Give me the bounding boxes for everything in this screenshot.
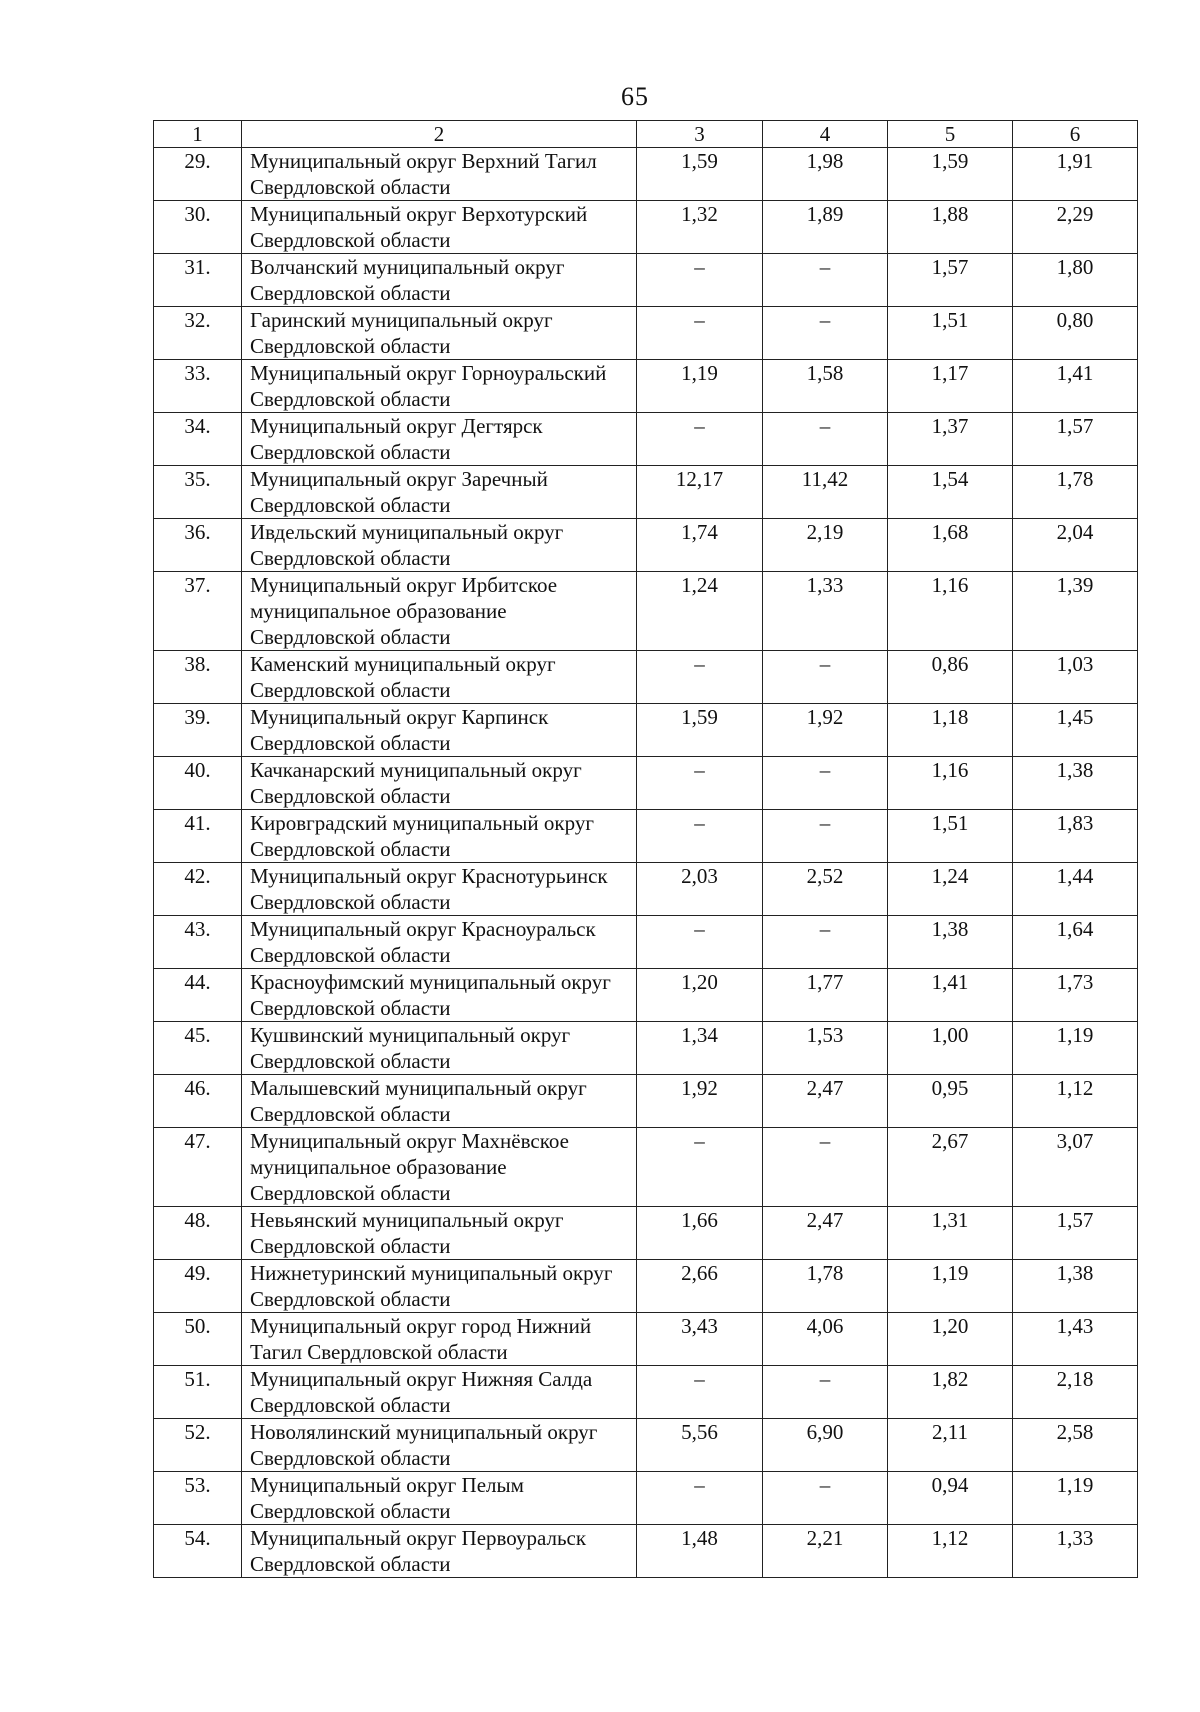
municipality-name: Муниципальный округ Горноуральский Свердловской области [242, 360, 637, 413]
value-col-3: 3,43 [637, 1313, 763, 1366]
value-col-6: 1,83 [1013, 810, 1138, 863]
municipality-name: Муниципальный округ Дегтярск Свердловской области [242, 413, 637, 466]
municipality-name: Муниципальный округ Пелым Свердловской области [242, 1472, 637, 1525]
value-col-5: 2,11 [888, 1419, 1013, 1472]
row-number: 34. [154, 413, 242, 466]
municipality-name: Муниципальный округ Верхний Тагил Свердловской области [242, 148, 637, 201]
table-row [154, 201, 1138, 254]
value-col-4: 1,89 [763, 201, 888, 254]
column-header-1: 1 [154, 121, 242, 148]
municipality-name: Муниципальный округ Заречный Свердловской области [242, 466, 637, 519]
row-number: 47. [154, 1128, 242, 1207]
value-col-4: – [763, 651, 888, 704]
table-row [154, 1022, 1138, 1075]
value-col-6: 1,38 [1013, 757, 1138, 810]
table-row [154, 466, 1138, 519]
value-col-5: 1,54 [888, 466, 1013, 519]
value-col-3: – [637, 916, 763, 969]
row-number: 30. [154, 201, 242, 254]
value-col-3: 2,03 [637, 863, 763, 916]
value-col-5: 1,82 [888, 1366, 1013, 1419]
value-col-5: 1,12 [888, 1525, 1013, 1578]
table-row [154, 572, 1138, 651]
row-number: 39. [154, 704, 242, 757]
row-number: 51. [154, 1366, 242, 1419]
table-row [154, 148, 1138, 201]
value-col-4: – [763, 1472, 888, 1525]
value-col-6: 0,80 [1013, 307, 1138, 360]
value-col-3: – [637, 1366, 763, 1419]
table-header [154, 121, 1138, 148]
row-number: 43. [154, 916, 242, 969]
table-row [154, 307, 1138, 360]
table-row [154, 254, 1138, 307]
municipality-name: Муниципальный округ город Нижний Тагил Свердловской области [242, 1313, 637, 1366]
value-col-3: 1,59 [637, 704, 763, 757]
value-col-6: 1,12 [1013, 1075, 1138, 1128]
row-number: 31. [154, 254, 242, 307]
value-col-5: 1,51 [888, 810, 1013, 863]
value-col-4: – [763, 254, 888, 307]
table-row [154, 1207, 1138, 1260]
municipality-name: Муниципальный округ Первоуральск Свердловской области [242, 1525, 637, 1578]
value-col-6: 2,29 [1013, 201, 1138, 254]
municipality-name: Качканарский муниципальный округ Свердловской области [242, 757, 637, 810]
value-col-3: 1,19 [637, 360, 763, 413]
value-col-4: 2,47 [763, 1207, 888, 1260]
value-col-4: 6,90 [763, 1419, 888, 1472]
value-col-5: 0,95 [888, 1075, 1013, 1128]
municipality-name: Кировградский муниципальный округ Свердловской области [242, 810, 637, 863]
value-col-6: 1,41 [1013, 360, 1138, 413]
row-number: 29. [154, 148, 242, 201]
value-col-6: 1,33 [1013, 1525, 1138, 1578]
value-col-6: 1,64 [1013, 916, 1138, 969]
row-number: 38. [154, 651, 242, 704]
table-row [154, 1128, 1138, 1207]
value-col-5: 1,41 [888, 969, 1013, 1022]
table-row [154, 360, 1138, 413]
value-col-5: 2,67 [888, 1128, 1013, 1207]
table-row [154, 863, 1138, 916]
value-col-6: 3,07 [1013, 1128, 1138, 1207]
column-header-3: 3 [637, 121, 763, 148]
value-col-5: 1,18 [888, 704, 1013, 757]
value-col-4: – [763, 810, 888, 863]
value-col-5: 1,20 [888, 1313, 1013, 1366]
municipality-name: Муниципальный округ Ирбитское муниципальное образование Свердловской области [242, 572, 637, 651]
municipality-name: Нижнетуринский муниципальный округ Свердловской области [242, 1260, 637, 1313]
value-col-5: 1,68 [888, 519, 1013, 572]
value-col-3: 1,34 [637, 1022, 763, 1075]
value-col-6: 1,57 [1013, 413, 1138, 466]
municipality-name: Каменский муниципальный округ Свердловской области [242, 651, 637, 704]
value-col-6: 1,03 [1013, 651, 1138, 704]
municipality-name: Кушвинский муниципальный округ Свердловской области [242, 1022, 637, 1075]
value-col-3: – [637, 651, 763, 704]
value-col-5: 1,19 [888, 1260, 1013, 1313]
row-number: 33. [154, 360, 242, 413]
value-col-3: 12,17 [637, 466, 763, 519]
table-row [154, 1366, 1138, 1419]
value-col-6: 2,18 [1013, 1366, 1138, 1419]
column-header-4: 4 [763, 121, 888, 148]
table-row [154, 1525, 1138, 1578]
value-col-5: 1,31 [888, 1207, 1013, 1260]
value-col-5: 1,00 [888, 1022, 1013, 1075]
municipality-name: Невьянский муниципальный округ Свердловской области [242, 1207, 637, 1260]
value-col-3: – [637, 1472, 763, 1525]
row-number: 49. [154, 1260, 242, 1313]
value-col-5: 1,24 [888, 863, 1013, 916]
value-col-3: – [637, 413, 763, 466]
table-row [154, 1472, 1138, 1525]
row-number: 46. [154, 1075, 242, 1128]
value-col-5: 1,17 [888, 360, 1013, 413]
table-row [154, 757, 1138, 810]
table-row [154, 1419, 1138, 1472]
value-col-6: 2,58 [1013, 1419, 1138, 1472]
table-row [154, 916, 1138, 969]
value-col-5: 0,94 [888, 1472, 1013, 1525]
value-col-4: 11,42 [763, 466, 888, 519]
table-row [154, 1075, 1138, 1128]
value-col-4: – [763, 1366, 888, 1419]
value-col-6: 1,43 [1013, 1313, 1138, 1366]
municipality-name: Муниципальный округ Красноуральск Свердловской области [242, 916, 637, 969]
value-col-4: – [763, 307, 888, 360]
table-row [154, 1313, 1138, 1366]
municipality-name: Красноуфимский муниципальный округ Свердловской области [242, 969, 637, 1022]
value-col-5: 1,16 [888, 757, 1013, 810]
row-number: 32. [154, 307, 242, 360]
row-number: 53. [154, 1472, 242, 1525]
municipality-name: Новолялинский муниципальный округ Свердловской области [242, 1419, 637, 1472]
municipality-name: Волчанский муниципальный округ Свердловской области [242, 254, 637, 307]
table-row [154, 519, 1138, 572]
value-col-3: 1,66 [637, 1207, 763, 1260]
value-col-6: 1,44 [1013, 863, 1138, 916]
municipality-name: Муниципальный округ Краснотурьинск Свердловской области [242, 863, 637, 916]
value-col-6: 1,73 [1013, 969, 1138, 1022]
value-col-4: 2,21 [763, 1525, 888, 1578]
row-number: 50. [154, 1313, 242, 1366]
value-col-3: – [637, 757, 763, 810]
value-col-3: – [637, 1128, 763, 1207]
municipality-name: Муниципальный округ Верхотурский Свердловской области [242, 201, 637, 254]
row-number: 45. [154, 1022, 242, 1075]
row-number: 52. [154, 1419, 242, 1472]
value-col-3: 1,59 [637, 148, 763, 201]
row-number: 41. [154, 810, 242, 863]
value-col-3: 5,56 [637, 1419, 763, 1472]
value-col-3: 1,92 [637, 1075, 763, 1128]
row-number: 40. [154, 757, 242, 810]
municipality-name: Муниципальный округ Карпинск Свердловской области [242, 704, 637, 757]
value-col-5: 1,88 [888, 201, 1013, 254]
column-header-2: 2 [242, 121, 637, 148]
column-header-6: 6 [1013, 121, 1138, 148]
value-col-6: 1,19 [1013, 1022, 1138, 1075]
value-col-4: 1,98 [763, 148, 888, 201]
value-col-6: 1,80 [1013, 254, 1138, 307]
value-col-3: 2,66 [637, 1260, 763, 1313]
value-col-3: 1,74 [637, 519, 763, 572]
value-col-5: 1,37 [888, 413, 1013, 466]
page-number: 65 [621, 82, 649, 111]
municipality-name: Муниципальный округ Нижняя Салда Свердловской области [242, 1366, 637, 1419]
municipality-name: Малышевский муниципальный округ Свердловской области [242, 1075, 637, 1128]
row-number: 48. [154, 1207, 242, 1260]
value-col-3: 1,48 [637, 1525, 763, 1578]
value-col-4: 2,52 [763, 863, 888, 916]
value-col-4: 4,06 [763, 1313, 888, 1366]
row-number: 42. [154, 863, 242, 916]
table-body [154, 148, 1138, 1578]
value-col-4: – [763, 757, 888, 810]
value-col-6: 1,19 [1013, 1472, 1138, 1525]
row-number: 35. [154, 466, 242, 519]
value-col-6: 2,04 [1013, 519, 1138, 572]
value-col-4: 1,53 [763, 1022, 888, 1075]
row-number: 37. [154, 572, 242, 651]
value-col-5: 1,57 [888, 254, 1013, 307]
value-col-3: – [637, 254, 763, 307]
value-col-3: – [637, 810, 763, 863]
table-row [154, 1260, 1138, 1313]
value-col-3: 1,20 [637, 969, 763, 1022]
value-col-4: 1,92 [763, 704, 888, 757]
header-row [154, 121, 1138, 148]
municipality-name: Гаринский муниципальный округ Свердловской области [242, 307, 637, 360]
table-row [154, 651, 1138, 704]
value-col-6: 1,39 [1013, 572, 1138, 651]
municipality-name: Ивдельский муниципальный округ Свердловской области [242, 519, 637, 572]
value-col-4: 2,19 [763, 519, 888, 572]
table-row [154, 413, 1138, 466]
municipality-name: Муниципальный округ Махнёвское муниципальное образование Свердловской области [242, 1128, 637, 1207]
table-row [154, 810, 1138, 863]
value-col-6: 1,91 [1013, 148, 1138, 201]
value-col-5: 1,16 [888, 572, 1013, 651]
table-row [154, 969, 1138, 1022]
value-col-4: 1,77 [763, 969, 888, 1022]
value-col-5: 1,51 [888, 307, 1013, 360]
value-col-4: – [763, 916, 888, 969]
value-col-3: 1,24 [637, 572, 763, 651]
value-col-3: – [637, 307, 763, 360]
value-col-4: 2,47 [763, 1075, 888, 1128]
value-col-6: 1,45 [1013, 704, 1138, 757]
data-table [153, 120, 1138, 1578]
value-col-5: 1,38 [888, 916, 1013, 969]
value-col-6: 1,38 [1013, 1260, 1138, 1313]
value-col-3: 1,32 [637, 201, 763, 254]
table-row [154, 704, 1138, 757]
value-col-5: 1,59 [888, 148, 1013, 201]
value-col-4: 1,33 [763, 572, 888, 651]
column-header-5: 5 [888, 121, 1013, 148]
value-col-4: – [763, 1128, 888, 1207]
value-col-4: 1,58 [763, 360, 888, 413]
row-number: 44. [154, 969, 242, 1022]
row-number: 36. [154, 519, 242, 572]
value-col-4: – [763, 413, 888, 466]
value-col-4: 1,78 [763, 1260, 888, 1313]
value-col-5: 0,86 [888, 651, 1013, 704]
value-col-6: 1,78 [1013, 466, 1138, 519]
row-number: 54. [154, 1525, 242, 1578]
value-col-6: 1,57 [1013, 1207, 1138, 1260]
